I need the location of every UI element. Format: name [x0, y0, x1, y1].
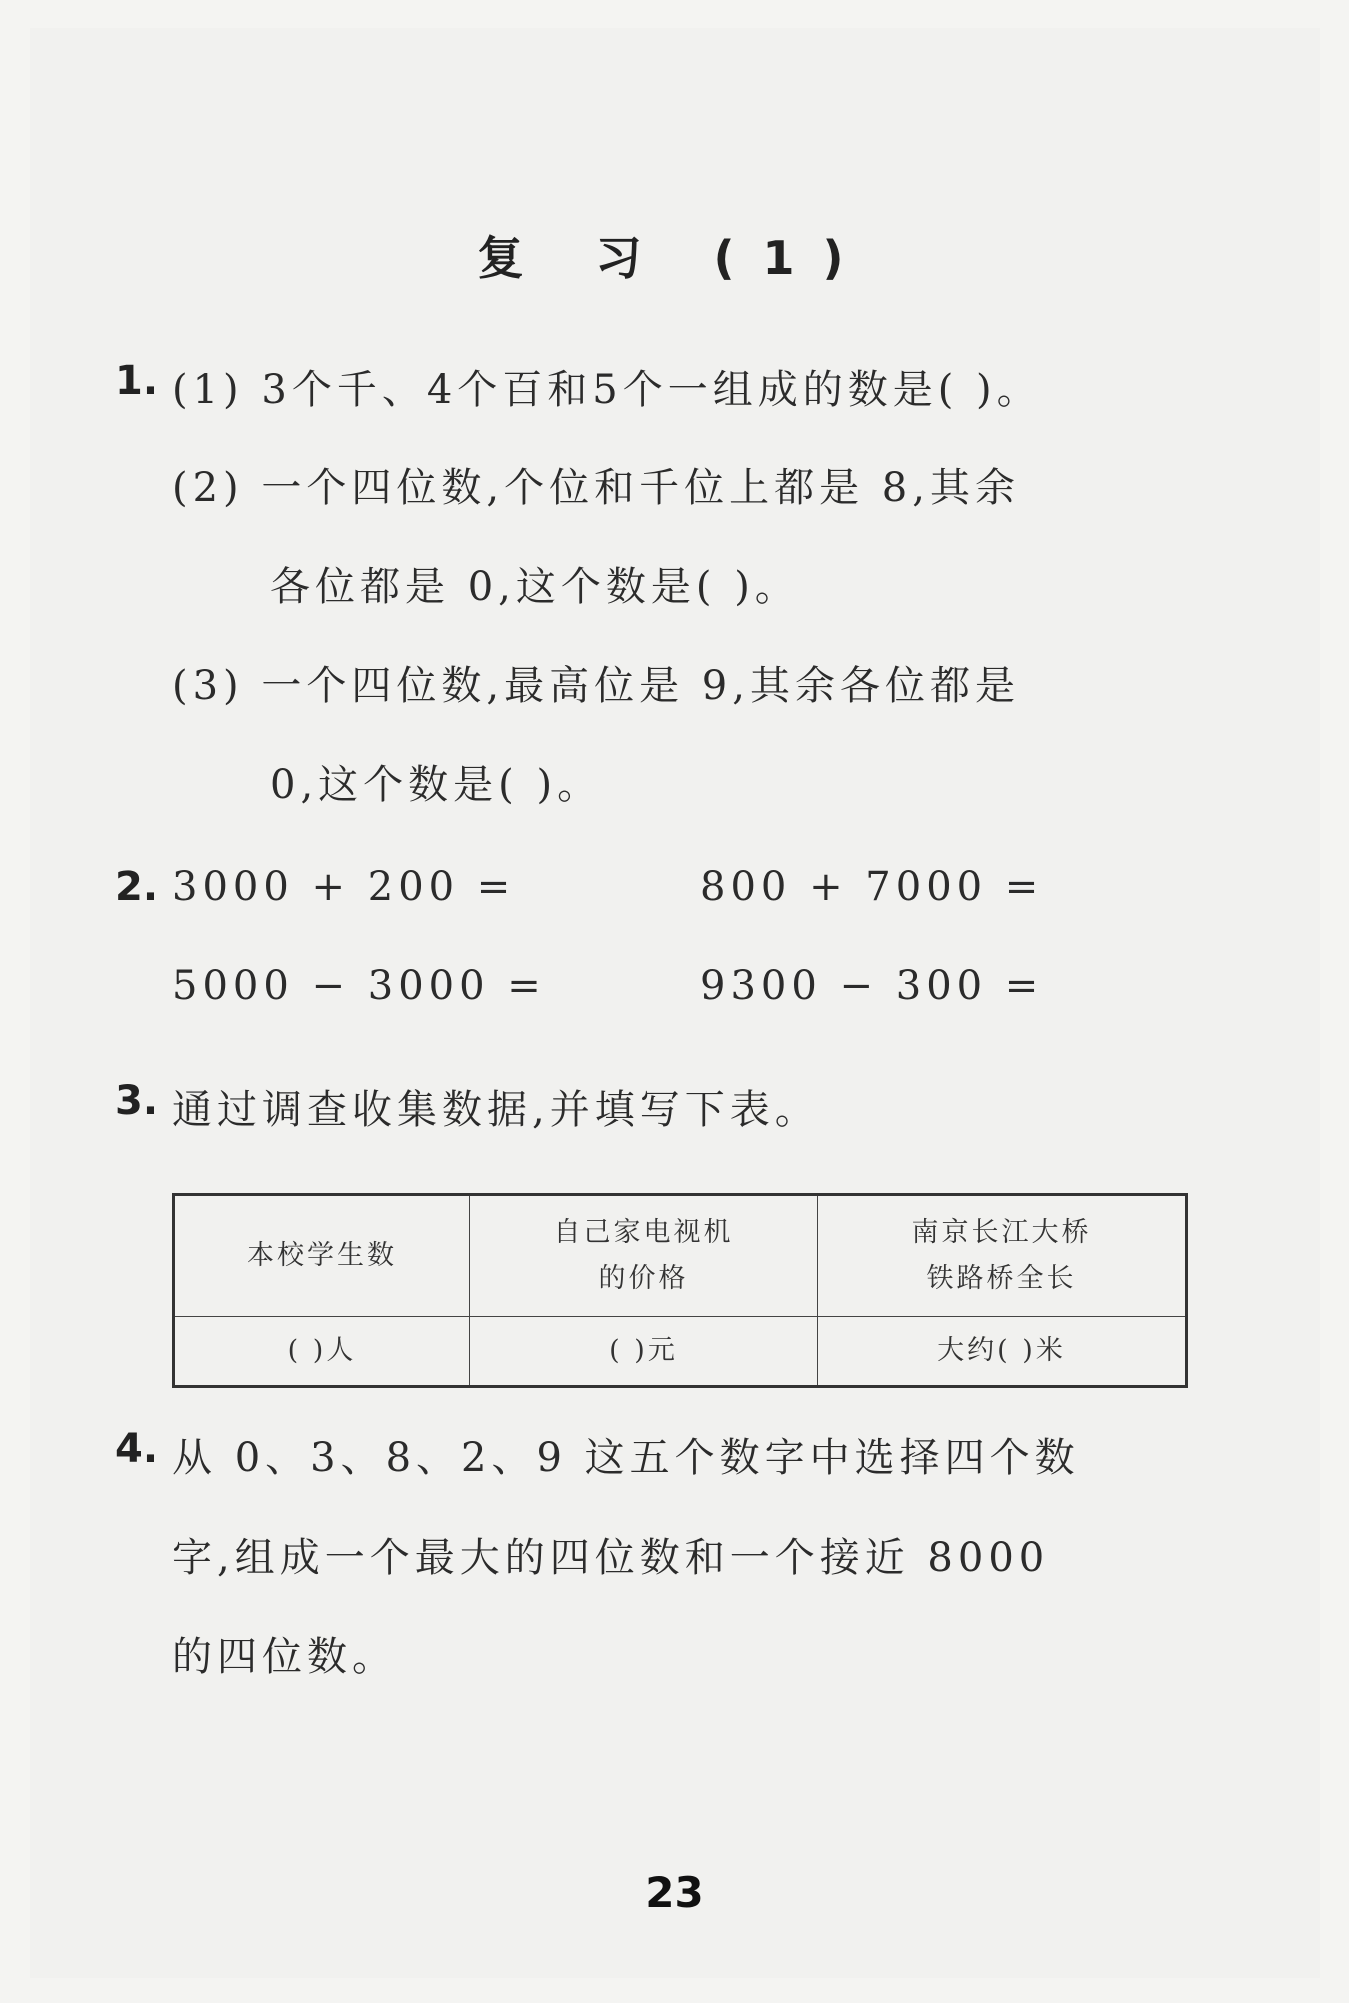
- question-4-line-2: 字,组成一个最大的四位数和一个接近 8000: [172, 1535, 1050, 1581]
- header-cell-text: 南京长江大桥: [911, 1217, 1092, 1248]
- header-cell-student-count: [174, 1195, 470, 1317]
- question-1-part-1: (1) 3个千、4个百和5个一组成的数是( )。: [172, 367, 1042, 413]
- question-2-expression-4: 9300 − 300 =: [700, 963, 1044, 1009]
- question-2-expression-1: 3000 + 200 =: [172, 864, 516, 910]
- question-3-text: 通过调查收集数据,并填写下表。: [172, 1087, 820, 1133]
- question-1-part-2-line-2: 各位都是 0,这个数是( )。: [270, 564, 800, 610]
- header-cell-tv-price: [470, 1195, 818, 1317]
- header-cell-text: 本校学生数: [247, 1240, 397, 1271]
- question-4-line-1: 从 0、3、8、2、9 这五个数字中选择四个数: [172, 1435, 1080, 1481]
- table-answer-row: [174, 1317, 1187, 1387]
- question-2-expression-3: 5000 − 3000 =: [172, 963, 546, 1009]
- header-cell-text: 的价格: [598, 1263, 689, 1294]
- question-1-part-2-line-1: (2) 一个四位数,个位和千位上都是 8,其余: [172, 465, 1020, 511]
- answer-cell-tv-price[interactable]: ( )元: [470, 1317, 818, 1387]
- page-title: 复 习 (1): [477, 231, 872, 285]
- question-4-line-3: 的四位数。: [172, 1634, 397, 1680]
- question-3-number: 3.: [115, 1078, 159, 1124]
- question-4-number: 4.: [115, 1426, 159, 1472]
- page-number: 23: [645, 1868, 704, 1917]
- question-1-part-3-line-2: 0,这个数是( )。: [270, 762, 603, 808]
- header-cell-text: 铁路桥全长: [926, 1263, 1077, 1294]
- question-1-number: 1.: [115, 358, 159, 404]
- question-1-part-3-line-1: (3) 一个四位数,最高位是 9,其余各位都是: [172, 663, 1020, 709]
- question-2-number: 2.: [115, 864, 159, 910]
- header-cell-text: 自己家电视机: [553, 1217, 734, 1248]
- answer-cell-students[interactable]: ( )人: [174, 1317, 470, 1387]
- survey-table: [172, 1193, 1188, 1388]
- table-header-row: [174, 1195, 1187, 1317]
- answer-cell-bridge-length[interactable]: 大约( )米: [818, 1317, 1187, 1387]
- question-2-expression-2: 800 + 7000 =: [700, 864, 1044, 910]
- header-cell-bridge-length: [818, 1195, 1187, 1317]
